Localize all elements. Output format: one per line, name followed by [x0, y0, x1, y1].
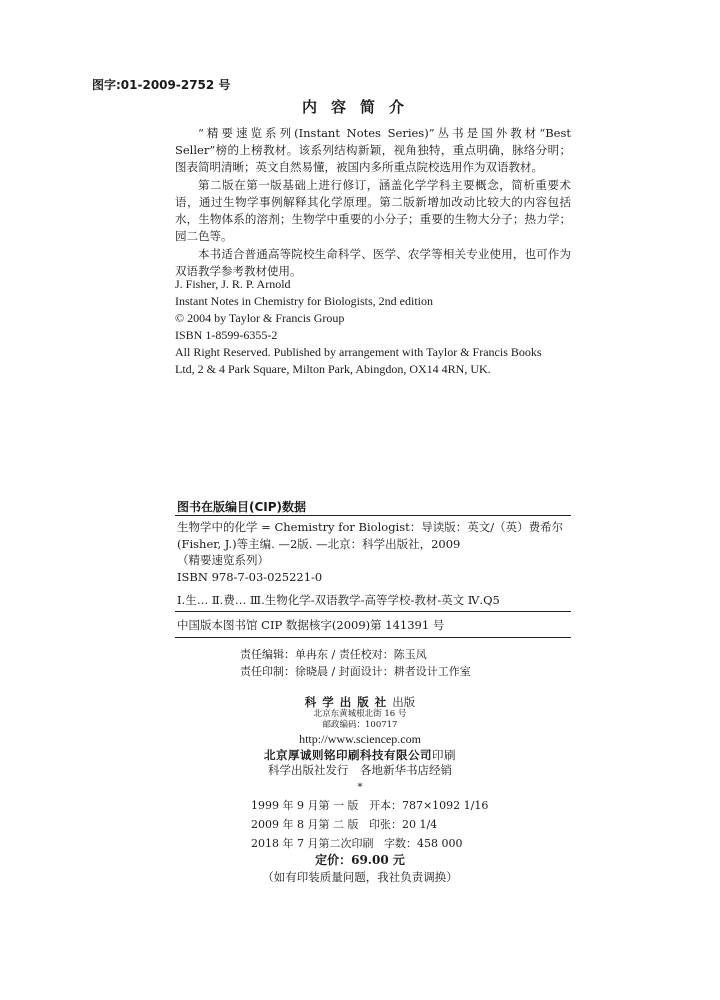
price: 定价：69.00 元 — [315, 853, 405, 867]
publisher-name: 科学出版社 — [304, 695, 393, 709]
distribution-line: 科学出版社发行 各地新华书店经销 — [268, 763, 452, 777]
divider — [175, 515, 571, 516]
cip-line: （精要速览系列） — [177, 553, 269, 567]
cip-line: 生物学中的化学 = Chemistry for Biologist：导读版：英文/（英）费希尔 — [177, 520, 564, 534]
quality-notice: （如有印装质量问题，我社负责调换） — [262, 870, 458, 884]
cip-subjects: Ⅰ.生… Ⅱ.费… Ⅲ.生物化学-双语教学-高等学校-教材-英文 Ⅳ.Q5 — [177, 593, 500, 607]
publisher-block — [0, 695, 720, 777]
printer-line — [0, 748, 720, 762]
cip-title: 图书在版编目(CIP)数据 — [177, 500, 307, 514]
copyright-line: All Right Reserved. Published by arrangement with Taylor & Francis Books — [175, 345, 542, 359]
publisher-suffix: 出版 — [392, 695, 416, 709]
separator-star: * — [357, 782, 363, 793]
divider — [175, 611, 571, 612]
cip-line: ISBN 978-7-03-025221-0 — [177, 569, 323, 584]
publisher-address: 北京东黄城根北街 16 号 — [313, 709, 407, 719]
summary-body — [175, 125, 571, 281]
edition-line: 1999 年 9 月第 一 版 开本：787×1092 1/16 — [251, 799, 489, 812]
summary-paragraph: 本书适合普通高等院校生命科学、医学、农学等相关专业使用，也可作为双语教学参考教材使用。 — [175, 247, 571, 278]
cip-line: (Fisher, J.)等主编. —2版. —北京：科学出版社，2009 — [177, 536, 461, 551]
publisher-website: http://www.sciencep.com — [299, 732, 421, 746]
edition-info — [251, 796, 488, 853]
editorial-credits — [240, 646, 540, 680]
summary-paragraph: 第二版在第一版基础上进行修订，涵盖化学学科主要概念，简析重要术语，通过生物学事例解释其化学原理。第二版新增加改动比较大的内容包括水，生物体系的溶剂；生物学中重要的小分子；重要的生物大分子；热力学；园二色等。 — [175, 178, 571, 243]
summary-paragraph: “精要速览系列(Instant Notes Series)”丛书是国外教材“Best Seller”榜的上榜教材。该系列结构新颖，视角独特，重点明确，脉络分明；图表简明清晰；英文自然易懂，被国内多所重点院校选用作为双语教材。 — [175, 126, 571, 174]
copyright-line: © 2004 by Taylor & Francis Group — [175, 311, 345, 325]
publisher-name-line — [0, 695, 720, 709]
editor-line: 责任印制：徐晓晨 / 封面设计：耕者设计工作室 — [240, 665, 471, 678]
edition-line: 2018 年 7 月第二次印刷 字数：458 000 — [251, 837, 463, 850]
copyright-line: Ltd, 2 & 4 Park Square, Milton Park, Abingdon, OX14 4RN, UK. — [175, 362, 491, 376]
registration-code: 图字:01-2009-2752 号 — [92, 78, 231, 92]
printer-name: 北京厚诚则铭印刷科技有限公司 — [264, 748, 432, 762]
cip-record — [177, 519, 573, 585]
copyright-line: ISBN 1-8599-6355-2 — [175, 328, 278, 342]
copyright-block — [175, 276, 575, 378]
cip-record-number: 中国版本图书馆 CIP 数据核字(2009)第 141391 号 — [177, 618, 445, 632]
editor-line: 责任编辑：单冉东 / 责任校对：陈玉凤 — [240, 648, 427, 661]
printer-suffix: 印刷 — [432, 748, 456, 762]
publisher-postcode: 邮政编码：100717 — [322, 720, 398, 730]
edition-line: 2009 年 8 月第 二 版 印张：20 1/4 — [251, 818, 438, 831]
copyright-line: Instant Notes in Chemistry for Biologists, 2nd edition — [175, 294, 433, 308]
summary-title: 内容简介 — [301, 98, 418, 116]
divider — [175, 637, 571, 638]
copyright-line: J. Fisher, J. R. P. Arnold — [175, 277, 291, 291]
